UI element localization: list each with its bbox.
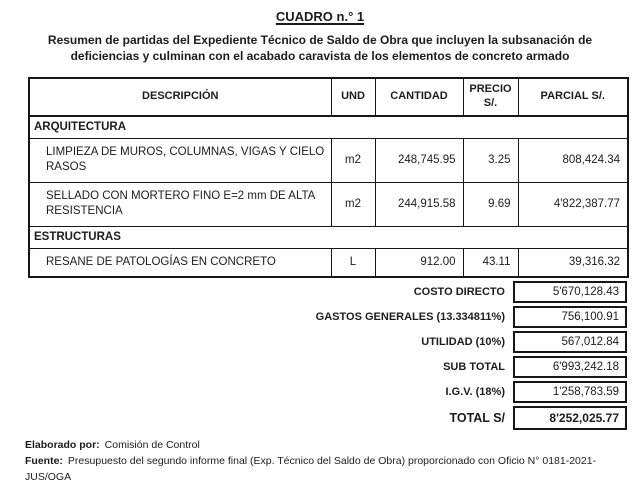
summary-value: 6'993,242.18 bbox=[513, 356, 627, 378]
cell-und: L bbox=[331, 248, 375, 277]
fuente-label: Fuente: bbox=[25, 454, 63, 467]
subtitle-line-1: Resumen de partidas del Expediente Técnico de Saldo de Obra que incluyen la subsanación de bbox=[47, 33, 593, 47]
cell-und: m2 bbox=[331, 182, 375, 226]
cell-descripcion: LIMPIEZA DE MUROS, COLUMNAS, VIGAS Y CIELO RASOS bbox=[29, 138, 331, 182]
page-subtitle bbox=[0, 33, 640, 65]
section-row-estructuras bbox=[29, 226, 628, 248]
summary-value: 1'258,783.59 bbox=[513, 381, 627, 403]
section-label-arquitectura: ARQUITECTURA bbox=[29, 116, 628, 139]
table-row bbox=[29, 248, 628, 277]
summary-label: UTILIDAD (10%) bbox=[421, 335, 505, 348]
summary-section bbox=[28, 281, 627, 430]
summary-row-gastos-generales bbox=[28, 306, 627, 328]
cell-descripcion: RESANE DE PATOLOGÍAS EN CONCRETO bbox=[29, 248, 331, 277]
col-header-precio: PRECIO S/. bbox=[463, 78, 518, 116]
budget-table bbox=[28, 77, 629, 278]
cell-und: m2 bbox=[331, 138, 375, 182]
cell-cantidad: 248,745.95 bbox=[375, 138, 463, 182]
cell-parcial: 39,316.32 bbox=[518, 248, 628, 277]
summary-value: 567,012.84 bbox=[513, 331, 627, 353]
table-row bbox=[29, 182, 628, 226]
subtitle-line-2: deficiencias y culminan con el acabado caravista de los elementos de concreto armado bbox=[70, 48, 570, 63]
section-label-estructuras: ESTRUCTURAS bbox=[29, 226, 628, 248]
summary-value: 8'252,025.77 bbox=[513, 406, 627, 430]
table-row bbox=[29, 138, 628, 182]
cell-precio: 9.69 bbox=[463, 182, 518, 226]
summary-row-costo-directo bbox=[28, 281, 627, 303]
cell-precio: 3.25 bbox=[463, 138, 518, 182]
footer-fuente-line bbox=[25, 454, 640, 486]
elaborado-label: Elaborado por: bbox=[25, 438, 100, 451]
summary-label: I.G.V. (18%) bbox=[445, 385, 505, 398]
summary-row-sub-total bbox=[28, 356, 627, 378]
page-title: CUADRO n.° 1 bbox=[275, 9, 365, 24]
table-header-row bbox=[29, 78, 628, 116]
cell-descripcion: SELLADO CON MORTERO FINO E=2 mm DE ALTA RESISTENCIA bbox=[29, 182, 331, 226]
cell-cantidad: 912.00 bbox=[375, 248, 463, 277]
col-header-descripcion: DESCRIPCIÓN bbox=[29, 78, 331, 116]
footer bbox=[25, 438, 640, 486]
summary-label: SUB TOTAL bbox=[443, 360, 505, 373]
cell-cantidad: 244,915.58 bbox=[375, 182, 463, 226]
summary-label: COSTO DIRECTO bbox=[413, 285, 505, 298]
summary-row-total bbox=[28, 406, 627, 430]
col-header-parcial: PARCIAL S/. bbox=[518, 78, 628, 116]
summary-label: TOTAL S/ bbox=[449, 410, 505, 425]
col-header-cantidad: CANTIDAD bbox=[375, 78, 463, 116]
section-row-arquitectura bbox=[29, 116, 628, 139]
col-header-und: UND bbox=[331, 78, 375, 116]
fuente-value: Presupuesto del segundo informe final (Exp. Técnico del Saldo de Obra) proporcionado con Oficio N° 0181-2021-JUS/OGA bbox=[25, 454, 597, 483]
summary-label: GASTOS GENERALES (13.334811%) bbox=[315, 310, 505, 323]
summary-value: 756,100.91 bbox=[513, 306, 627, 328]
cell-precio: 43.11 bbox=[463, 248, 518, 277]
elaborado-value: Comisión de Control bbox=[104, 438, 200, 451]
footer-elaborado-line bbox=[25, 438, 640, 454]
summary-row-utilidad bbox=[28, 331, 627, 353]
cell-parcial: 4'822,387.77 bbox=[518, 182, 628, 226]
summary-row-igv bbox=[28, 381, 627, 403]
cell-parcial: 808,424.34 bbox=[518, 138, 628, 182]
summary-value: 5'670,128.43 bbox=[513, 281, 627, 303]
